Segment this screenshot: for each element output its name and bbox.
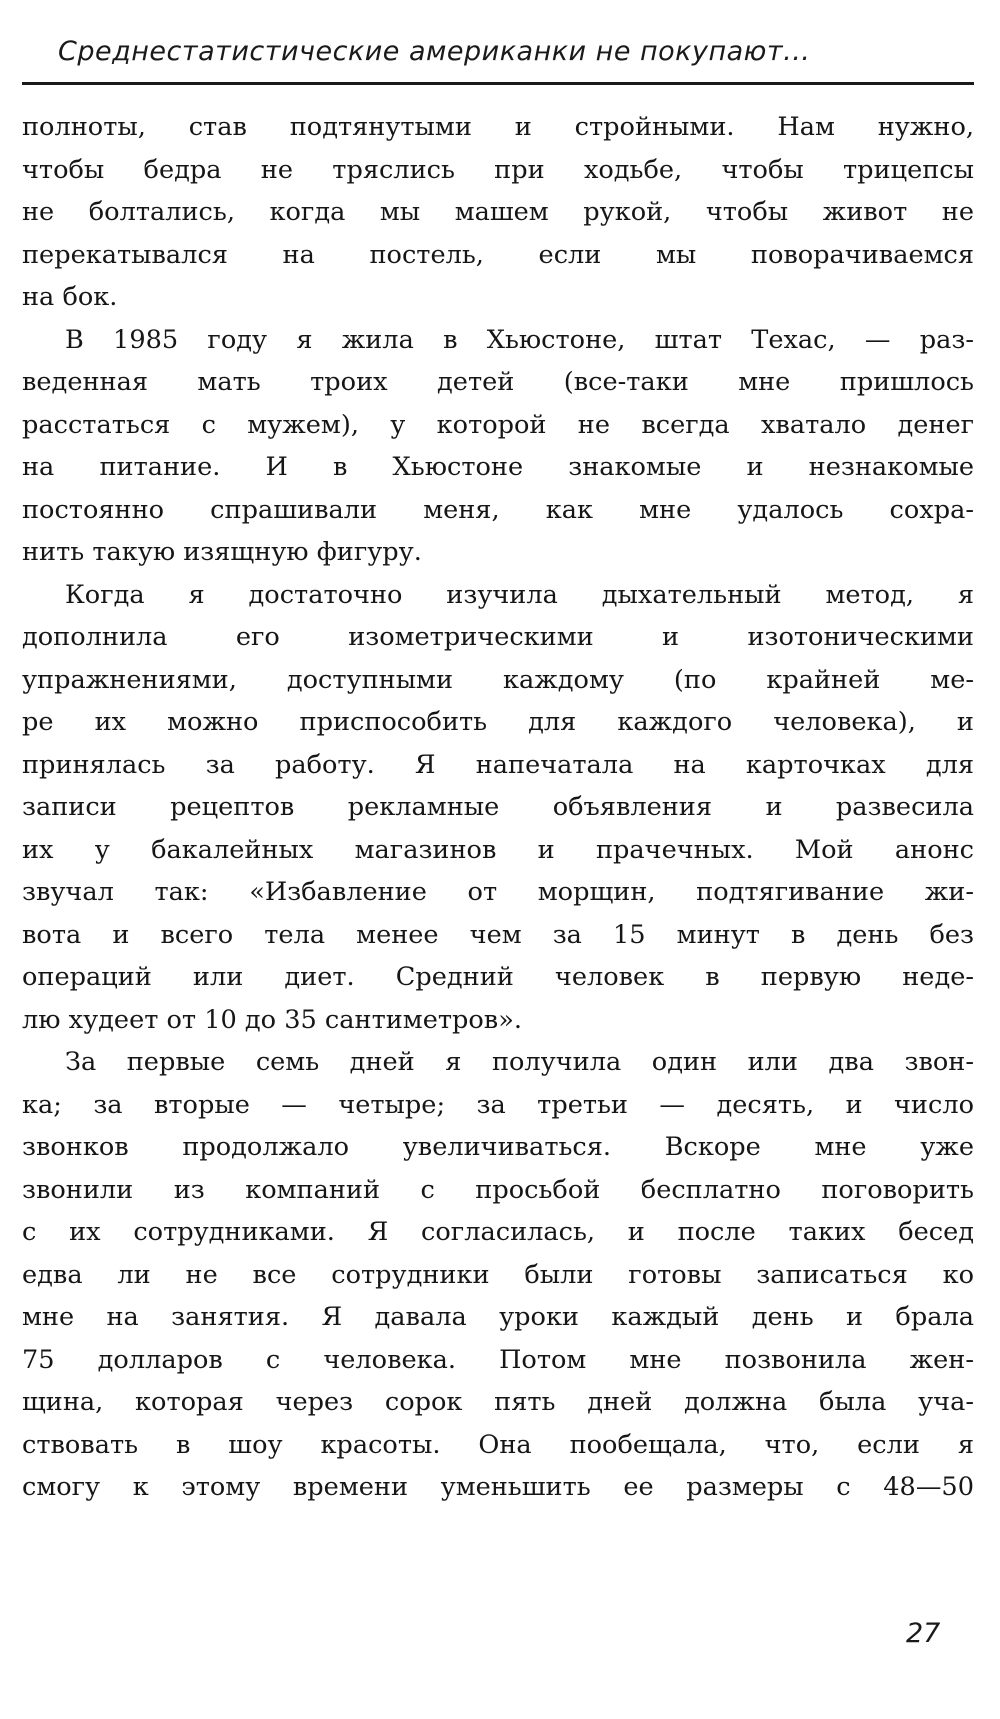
text-line: расстаться с мужем), у которой не всегда хватало денег <box>22 409 974 440</box>
text-line: на питание. И в Хьюстоне знакомые и незнакомые <box>22 452 974 482</box>
text-line: ствовать в шоу красоты. Она пообещала, что, если я <box>22 1429 974 1460</box>
text-line: не болтались, когда мы машем рукой, чтобы живот не <box>22 197 974 227</box>
header-rule <box>22 82 974 85</box>
text-line: полноты, став подтянутыми и стройными. Нам нужно, <box>22 112 974 142</box>
page-number: 27 <box>906 1618 941 1649</box>
text-line: чтобы бедра не тряслись при ходьбе, чтобы трицепсы <box>22 154 974 185</box>
text-line: За первые семь дней я получила один или два звон- <box>65 1047 974 1077</box>
text-line: Когда я достаточно изучила дыхательный метод, я <box>65 579 974 610</box>
text-line: записи рецептов рекламные объявления и развесила <box>22 792 974 822</box>
text-line: дополнила его изометрическими и изотоническими <box>22 622 974 652</box>
paragraph-2 <box>22 319 974 574</box>
text-line: 75 долларов с человека. Потом мне позвонила жен- <box>22 1344 974 1375</box>
text-line: звонков продолжало увеличиваться. Вскоре мне уже <box>22 1132 974 1162</box>
text-line: с их сотрудниками. Я согласилась, и после таких бесед <box>22 1217 974 1247</box>
text-line: звонили из компаний с просьбой бесплатно поговорить <box>22 1174 974 1205</box>
text-line: перекатывался на постель, если мы поворачиваемся <box>22 239 974 270</box>
text-line: веденная мать троих детей (все-таки мне пришлось <box>22 367 974 397</box>
text-line: принялась за работу. Я напечатала на карточках для <box>22 749 974 780</box>
text-line: постоянно спрашивали меня, как мне удалось сохра- <box>22 494 974 525</box>
text-line: смогу к этому времени уменьшить ее размеры с 48—50 <box>22 1472 974 1502</box>
text-line: упражнениями, доступными каждому (по крайней ме- <box>22 664 974 695</box>
paragraph-1 <box>22 106 974 319</box>
text-line: их у бакалейных магазинов и прачечных. Мой анонс <box>22 834 974 865</box>
text-line: щина, которая через сорок пять дней должна была уча- <box>22 1387 974 1417</box>
paragraph-3 <box>22 574 974 1042</box>
body-text <box>22 106 974 1509</box>
text-line: ка; за вторые — четыре; за третьи — десять, и число <box>22 1089 974 1120</box>
text-line: В 1985 году я жила в Хьюстоне, штат Техас, — раз- <box>65 324 974 355</box>
paragraph-4 <box>22 1041 974 1509</box>
running-header: Среднестатистические американки не покупают... <box>58 36 811 67</box>
text-line: звучал так: «Избавление от морщин, подтягивание жи- <box>22 877 974 907</box>
text-line: операций или диет. Средний человек в первую неде- <box>22 962 974 992</box>
text-line: вота и всего тела менее чем за 15 минут в день без <box>22 919 974 950</box>
text-line: лю худеет от 10 до 35 сантиметров». <box>22 1004 523 1035</box>
text-line: ре их можно приспособить для каждого человека), и <box>22 707 974 737</box>
text-line: на бок. <box>22 282 118 312</box>
text-line: мне на занятия. Я давала уроки каждый день и брала <box>22 1302 974 1332</box>
text-line: едва ли не все сотрудники были готовы записаться ко <box>22 1259 974 1290</box>
text-line: нить такую изящную фигуру. <box>22 537 422 567</box>
